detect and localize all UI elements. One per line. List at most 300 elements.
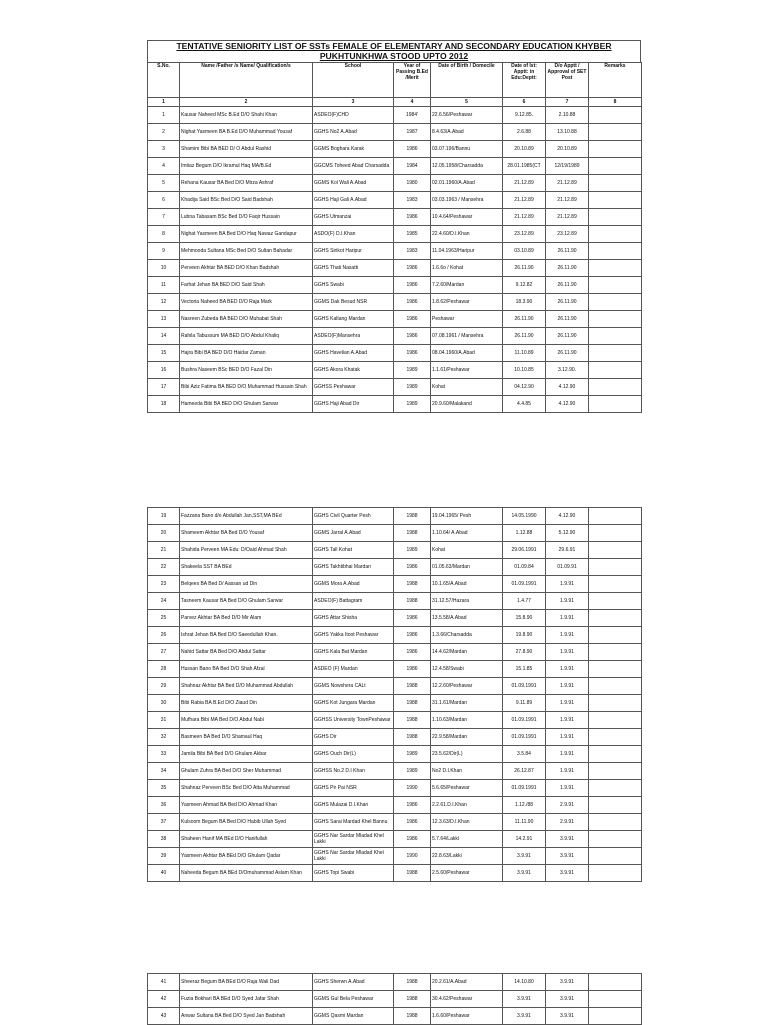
appointment-date-cell: 3.9.91 xyxy=(503,865,546,882)
appointment-date-cell: 15.8.90 xyxy=(503,610,546,627)
dob-cell: 1.6.60/Peshawar xyxy=(431,1008,503,1025)
serial-no-cell: 30 xyxy=(148,695,180,712)
approval-date-cell: 1.9.91 xyxy=(546,695,589,712)
appointment-date-cell: 26.11.90 xyxy=(503,311,546,328)
year-cell: 1988 xyxy=(394,974,431,991)
serial-no-cell: 13 xyxy=(148,311,180,328)
year-cell: 1987 xyxy=(394,124,431,141)
year-cell: 1986 xyxy=(394,328,431,345)
remarks-cell xyxy=(589,644,642,661)
school-cell: GGMS Dak Besud NSR xyxy=(313,294,394,311)
approval-date-cell: 1.9.91 xyxy=(546,780,589,797)
seniority-list-page-3 xyxy=(147,973,641,1025)
table-row xyxy=(148,644,642,661)
approval-date-cell: 26.11.90 xyxy=(546,243,589,260)
remarks-cell xyxy=(589,729,642,746)
year-cell: 1986 xyxy=(394,627,431,644)
serial-no-cell: 26 xyxy=(148,627,180,644)
dob-cell: 2.5.60/Peshawar xyxy=(431,865,503,882)
remarks-cell xyxy=(589,848,642,865)
serial-no-cell: 27 xyxy=(148,644,180,661)
year-cell: 1986 xyxy=(394,644,431,661)
appointment-date-cell: 4.4.85 xyxy=(503,396,546,413)
appointment-date-cell: 03.10.89 xyxy=(503,243,546,260)
approval-date-cell: 29.6.91 xyxy=(546,542,589,559)
year-cell: 1986 xyxy=(394,311,431,328)
remarks-cell xyxy=(589,610,642,627)
name-cell: Basmeen BA Bed D/O Shamaul Haq xyxy=(180,729,313,746)
approval-date-cell: 1.9.91 xyxy=(546,644,589,661)
serial-no-cell: 12 xyxy=(148,294,180,311)
appointment-date-cell: 3.9.91 xyxy=(503,1008,546,1025)
dob-cell: Kohat xyxy=(431,542,503,559)
table-row xyxy=(148,542,642,559)
seniority-table-3 xyxy=(147,973,642,1025)
col-number: 8 xyxy=(589,98,642,107)
approval-date-cell: 1.9.91 xyxy=(546,576,589,593)
serial-no-cell: 16 xyxy=(148,362,180,379)
approval-date-cell: 21.12.89 xyxy=(546,209,589,226)
dob-cell: 01.05.63/Mardan xyxy=(431,559,503,576)
school-cell: GGHS Nar Sardar Mladad Khel Lakki xyxy=(313,831,394,848)
table-row xyxy=(148,226,642,243)
approval-date-cell: 2.9.91 xyxy=(546,814,589,831)
serial-no-cell: 24 xyxy=(148,593,180,610)
serial-no-cell: 14 xyxy=(148,328,180,345)
year-cell: 1986 xyxy=(394,661,431,678)
remarks-cell xyxy=(589,209,642,226)
remarks-cell xyxy=(589,362,642,379)
approval-date-cell: 1.9.91 xyxy=(546,661,589,678)
table-row xyxy=(148,695,642,712)
appointment-date-cell: 1.12./88 xyxy=(503,797,546,814)
year-cell: 1986 xyxy=(394,831,431,848)
approval-date-cell: 12/19/1989 xyxy=(546,158,589,175)
table-row xyxy=(148,814,642,831)
remarks-cell xyxy=(589,746,642,763)
table-row xyxy=(148,260,642,277)
remarks-cell xyxy=(589,525,642,542)
year-cell: 1986 xyxy=(394,559,431,576)
name-cell: Perveen Akhtar BA BED D/O Khan Badshah xyxy=(180,260,313,277)
dob-cell: 1.10.63/Mardan xyxy=(431,712,503,729)
appointment-date-cell: 14.2.91 xyxy=(503,831,546,848)
school-cell: GGHS Sherwn A.Abad xyxy=(313,974,394,991)
remarks-cell xyxy=(589,379,642,396)
approval-date-cell: 21.12.89 xyxy=(546,175,589,192)
remarks-cell xyxy=(589,124,642,141)
table-row xyxy=(148,712,642,729)
name-cell: Shakeela SST BA BEd xyxy=(180,559,313,576)
serial-no-cell: 5 xyxy=(148,175,180,192)
school-cell: GGHS Sirikot Haripur xyxy=(313,243,394,260)
column-number-row xyxy=(148,98,642,107)
name-cell: Nighat Yasmeen BA Bed D/O Haq Nawaz Gandapur xyxy=(180,226,313,243)
approval-date-cell: 26.11.90 xyxy=(546,260,589,277)
serial-no-cell: 32 xyxy=(148,729,180,746)
name-cell: Nasreen Zubeda BA BED D/O Muhabat Shah xyxy=(180,311,313,328)
remarks-cell xyxy=(589,695,642,712)
table-row xyxy=(148,362,642,379)
appointment-date-cell: 21.12.89 xyxy=(503,175,546,192)
year-cell: 1984 xyxy=(394,158,431,175)
serial-no-cell: 3 xyxy=(148,141,180,158)
year-cell: 1988 xyxy=(394,525,431,542)
approval-date-cell: 3.9.91 xyxy=(546,831,589,848)
approval-date-cell: 26.11.90 xyxy=(546,311,589,328)
col-number: 3 xyxy=(313,98,394,107)
approval-date-cell: 2.9.91 xyxy=(546,797,589,814)
year-cell: 1986 xyxy=(394,797,431,814)
table-row xyxy=(148,243,642,260)
col-header: Date of Ist: Apptt: in Edu:Deptt: xyxy=(503,63,546,98)
appointment-date-cell: 01.09.1991 xyxy=(503,678,546,695)
table-row xyxy=(148,1008,642,1025)
school-cell: ASDEO (F) Mardan xyxy=(313,661,394,678)
appointment-date-cell: 28.01.1985(CT xyxy=(503,158,546,175)
school-cell: ASDEO(F)Mansehra xyxy=(313,328,394,345)
remarks-cell xyxy=(589,243,642,260)
serial-no-cell: 9 xyxy=(148,243,180,260)
remarks-cell xyxy=(589,260,642,277)
remarks-cell xyxy=(589,576,642,593)
name-cell: Ishrat Jehan BA Bed D/O Saeedullah Khan. xyxy=(180,627,313,644)
remarks-cell xyxy=(589,328,642,345)
approval-date-cell: 3.9.91 xyxy=(546,974,589,991)
school-cell: ASDO(F) D.I.Khan xyxy=(313,226,394,243)
school-cell: GGHS Mulazai D.I.Khan xyxy=(313,797,394,814)
serial-no-cell: 37 xyxy=(148,814,180,831)
table-row xyxy=(148,311,642,328)
year-cell: 1989 xyxy=(394,396,431,413)
name-cell: Sheeraz Begum BA BEd D/O Raja Wali Dad xyxy=(180,974,313,991)
year-cell: 1988 xyxy=(394,576,431,593)
dob-cell: 1.1.61/Peshawar xyxy=(431,362,503,379)
serial-no-cell: 43 xyxy=(148,1008,180,1025)
name-cell: Shahida Perveen MA Edu: D/Oaid Ahmad Shah xyxy=(180,542,313,559)
table-row xyxy=(148,379,642,396)
year-cell: 1989 xyxy=(394,542,431,559)
year-cell: 1986 xyxy=(394,294,431,311)
dob-cell: 10.1.65/A.Abad xyxy=(431,576,503,593)
name-cell: Khadija Said BSc Bed D/O Said Badshah xyxy=(180,192,313,209)
year-cell: 1988 xyxy=(394,991,431,1008)
approval-date-cell: 13.10.88 xyxy=(546,124,589,141)
approval-date-cell: 3.12.90. xyxy=(546,362,589,379)
school-cell: GGHS Ouch Dir(L) xyxy=(313,746,394,763)
serial-no-cell: 2 xyxy=(148,124,180,141)
appointment-date-cell: 20.10.89 xyxy=(503,141,546,158)
appointment-date-cell: 26.11.90 xyxy=(503,260,546,277)
table-row xyxy=(148,831,642,848)
name-cell: Naheeda Begum BA BEd D/Omuhammad Aslam Khan xyxy=(180,865,313,882)
table-row xyxy=(148,277,642,294)
table-row xyxy=(148,107,642,124)
approval-date-cell: 26.11.90 xyxy=(546,277,589,294)
dob-cell: 12.3.63/D.I.Khan xyxy=(431,814,503,831)
dob-cell: 03.03.1963 / Mansehra xyxy=(431,192,503,209)
table-row xyxy=(148,345,642,362)
name-cell: Yasmeen Akhtar BA BEd D/O Ghulam Qadar xyxy=(180,848,313,865)
table-row xyxy=(148,124,642,141)
school-cell: GGHS Kala Bat Mardan xyxy=(313,644,394,661)
serial-no-cell: 18 xyxy=(148,396,180,413)
serial-no-cell: 10 xyxy=(148,260,180,277)
remarks-cell xyxy=(589,107,642,124)
dob-cell: 20.2.61/A.Abad xyxy=(431,974,503,991)
remarks-cell xyxy=(589,1008,642,1025)
school-cell: GGHS Topi Swabi xyxy=(313,865,394,882)
table-body-2 xyxy=(148,508,642,882)
name-cell: Kulsoom Begum BA Bed D/O Habib Ullah Syed xyxy=(180,814,313,831)
school-cell: GGHS Nar Sardar Mladad Khel Lakki xyxy=(313,848,394,865)
appointment-date-cell: 23.12.89 xyxy=(503,226,546,243)
appointment-date-cell: 1.4.77 xyxy=(503,593,546,610)
approval-date-cell: 20.10.89 xyxy=(546,141,589,158)
remarks-cell xyxy=(589,192,642,209)
year-cell: 1983 xyxy=(394,192,431,209)
dob-cell: 12.2.60/Peshawar xyxy=(431,678,503,695)
dob-cell: 1.8.62/Peshawar xyxy=(431,294,503,311)
name-cell: Belqees BA Bed D/ Aassan ud Din xyxy=(180,576,313,593)
table-row xyxy=(148,746,642,763)
approval-date-cell: 1.9.91 xyxy=(546,763,589,780)
dob-cell: 31.1.61/Mardan xyxy=(431,695,503,712)
name-cell: Yasmeen Ahmad BA Bed D/O Ahmad Khan xyxy=(180,797,313,814)
serial-no-cell: 4 xyxy=(148,158,180,175)
name-cell: Mehmooda Sultana MSc Bed D/O Sultan Bahadar xyxy=(180,243,313,260)
name-cell: Shahnaz Perveen BSc Bed D/O Atta Muhammad xyxy=(180,780,313,797)
table-row xyxy=(148,559,642,576)
approval-date-cell: 3.9.91 xyxy=(546,1008,589,1025)
appointment-date-cell: 9.12.85. xyxy=(503,107,546,124)
serial-no-cell: 41 xyxy=(148,974,180,991)
table-row xyxy=(148,158,642,175)
appointment-date-cell: 29.06.1991 xyxy=(503,542,546,559)
table-row xyxy=(148,763,642,780)
document-title-text: TENTATIVE SENIORITY LIST OF SSTs FEMALE OF ELEMENTARY AND SECONDARY EDUCATION KHYBER PUKHTUNKHWA STOOD UPTO 2012 xyxy=(176,41,612,61)
appointment-date-cell: 04.12.90 xyxy=(503,379,546,396)
appointment-date-cell: 3.9.91 xyxy=(503,991,546,1008)
dob-cell: 19.04.1965/ Pesh xyxy=(431,508,503,525)
dob-cell: 03.07.196/Bannu xyxy=(431,141,503,158)
name-cell: Bibi Rabia BA B.Ed D/O Ziaud Din xyxy=(180,695,313,712)
col-number: 6 xyxy=(503,98,546,107)
col-number: 1 xyxy=(148,98,180,107)
serial-no-cell: 25 xyxy=(148,610,180,627)
school-cell: GGHS Haji Gali A.Abad xyxy=(313,192,394,209)
approval-date-cell: 1.9.91 xyxy=(546,712,589,729)
dob-cell: Kohat xyxy=(431,379,503,396)
dob-cell: 10.4.64/Peshawar xyxy=(431,209,503,226)
col-header: Year of Passing B.Ed /Merit xyxy=(394,63,431,98)
year-cell: 1984' xyxy=(394,107,431,124)
approval-date-cell: 1.9.91 xyxy=(546,627,589,644)
approval-date-cell: 01.09.91 xyxy=(546,559,589,576)
name-cell: Vectoria Naheed BA BED D/O Raja Mark xyxy=(180,294,313,311)
year-cell: 1986 xyxy=(394,141,431,158)
dob-cell: No2 D.I.Khan xyxy=(431,763,503,780)
remarks-cell xyxy=(589,508,642,525)
remarks-cell xyxy=(589,226,642,243)
appointment-date-cell: 01.09.1991 xyxy=(503,712,546,729)
year-cell: 1988 xyxy=(394,593,431,610)
seniority-list-page-1 xyxy=(147,40,641,413)
dob-cell: Peshawar xyxy=(431,311,503,328)
appointment-date-cell: 01.09.1991 xyxy=(503,729,546,746)
school-cell: GGHS Akora Khatak xyxy=(313,362,394,379)
name-cell: Parvez Akhtar BA Bed D/O Mir Alam xyxy=(180,610,313,627)
approval-date-cell: 1.9.91 xyxy=(546,729,589,746)
appointment-date-cell: 14.10.80 xyxy=(503,974,546,991)
school-cell: GGHS Attar Shisha xyxy=(313,610,394,627)
serial-no-cell: 17 xyxy=(148,379,180,396)
name-cell: Rahila Tabussum MA BED D/O Abdul Khaliq xyxy=(180,328,313,345)
year-cell: 1988 xyxy=(394,712,431,729)
serial-no-cell: 34 xyxy=(148,763,180,780)
serial-no-cell: 23 xyxy=(148,576,180,593)
table-row xyxy=(148,780,642,797)
appointment-date-cell: 19.8.90 xyxy=(503,627,546,644)
school-cell: GGHS Kaltang Mardan xyxy=(313,311,394,328)
table-row xyxy=(148,525,642,542)
year-cell: 1983 xyxy=(394,243,431,260)
dob-cell: 1.6.6o / Kohat xyxy=(431,260,503,277)
serial-no-cell: 1 xyxy=(148,107,180,124)
remarks-cell xyxy=(589,559,642,576)
approval-date-cell: 3.9.91 xyxy=(546,865,589,882)
dob-cell: 22.9.58/Mardan xyxy=(431,729,503,746)
school-cell: GGHS Takhtibhai Mardan xyxy=(313,559,394,576)
year-cell: 1988 xyxy=(394,729,431,746)
year-cell: 1989 xyxy=(394,362,431,379)
table-row xyxy=(148,192,642,209)
remarks-cell xyxy=(589,141,642,158)
approval-date-cell: 1.9.91 xyxy=(546,610,589,627)
table-row xyxy=(148,991,642,1008)
school-cell: GGHS No2 A.Abad xyxy=(313,124,394,141)
school-cell: GGHS Swabi xyxy=(313,277,394,294)
school-cell: GGMS Boghara Karak xyxy=(313,141,394,158)
name-cell: Shaheen Hanif MA BEd D/O Hanifullah xyxy=(180,831,313,848)
table-row xyxy=(148,508,642,525)
serial-no-cell: 6 xyxy=(148,192,180,209)
table-row xyxy=(148,294,642,311)
dob-cell: 13.5.58/A.Abad xyxy=(431,610,503,627)
school-cell: ASDEO(F) Battagram xyxy=(313,593,394,610)
appointment-date-cell: 21.12.89 xyxy=(503,209,546,226)
dob-cell: 20.9.60/Malakand xyxy=(431,396,503,413)
remarks-cell xyxy=(589,277,642,294)
school-cell: GGHSS No.2 D.I Khan xyxy=(313,763,394,780)
name-cell: Shameem Akhtar BA Bed D/O Yousaf xyxy=(180,525,313,542)
dob-cell: 12.4.58/Swabi xyxy=(431,661,503,678)
year-cell: 1986 xyxy=(394,814,431,831)
appointment-date-cell: 18.3.90 xyxy=(503,294,546,311)
serial-no-cell: 22 xyxy=(148,559,180,576)
school-cell: GGMS Kol Wali A.Abad xyxy=(313,175,394,192)
name-cell: Hussan Bano BA Bed D/O Shah Afzal xyxy=(180,661,313,678)
remarks-cell xyxy=(589,865,642,882)
name-cell: Anwar Sultana BA Bed D/O Syed Jan Badshah xyxy=(180,1008,313,1025)
serial-no-cell: 36 xyxy=(148,797,180,814)
dob-cell: 1.3.66/Charsadda xyxy=(431,627,503,644)
school-cell: GGMS Gul Bela Peshawar xyxy=(313,991,394,1008)
col-header: D/o Apptt / Approval of SET Post xyxy=(546,63,589,98)
year-cell: 1989 xyxy=(394,379,431,396)
name-cell: Shahnaz Akhtar BA Bed D/O Muhammad Abdullah xyxy=(180,678,313,695)
name-cell: Mufhara Bibi MA Bed D/O Abdul Nabi xyxy=(180,712,313,729)
dob-cell: 7.2.60/Mardan xyxy=(431,277,503,294)
name-cell: Ghulam Zuhra BA Bed D/O Sher Muhammad xyxy=(180,763,313,780)
serial-no-cell: 31 xyxy=(148,712,180,729)
remarks-cell xyxy=(589,814,642,831)
remarks-cell xyxy=(589,991,642,1008)
school-cell: GGHS Haji Abad Dir xyxy=(313,396,394,413)
name-cell: Nighat Yasmeen BA B.Ed D/O Muhammad Yousaf xyxy=(180,124,313,141)
name-cell: Hameeda Bibi BA BED D/O Ghulam Sarwar xyxy=(180,396,313,413)
year-cell: 1989 xyxy=(394,746,431,763)
dob-cell: 02.01.1960/A.Abad xyxy=(431,175,503,192)
serial-no-cell: 35 xyxy=(148,780,180,797)
remarks-cell xyxy=(589,678,642,695)
name-cell: Farhat Jehan BA BED D/O Said Shah xyxy=(180,277,313,294)
approval-date-cell: 1.9.91 xyxy=(546,746,589,763)
table-row xyxy=(148,661,642,678)
table-row xyxy=(148,328,642,345)
approval-date-cell: 3.9.91 xyxy=(546,848,589,865)
approval-date-cell: 1.9.91 xyxy=(546,678,589,695)
year-cell: 1988 xyxy=(394,1008,431,1025)
serial-no-cell: 29 xyxy=(148,678,180,695)
dob-cell: 5.6.65/Peshawar xyxy=(431,780,503,797)
year-cell: 1989 xyxy=(394,763,431,780)
table-row xyxy=(148,576,642,593)
dob-cell: 08.04.1960/A.Abad xyxy=(431,345,503,362)
school-cell: GGMS Nowshera CALt xyxy=(313,678,394,695)
dob-cell: 23.5.62/Dir(L) xyxy=(431,746,503,763)
school-cell: GGHS Pir Pai NSR xyxy=(313,780,394,797)
approval-date-cell: 4.12.90 xyxy=(546,508,589,525)
approval-date-cell: 4.12.90 xyxy=(546,396,589,413)
col-header: S.No. xyxy=(148,63,180,98)
dob-cell: 1.10.64/ A.Abad xyxy=(431,525,503,542)
table-row xyxy=(148,610,642,627)
table-row xyxy=(148,848,642,865)
table-row xyxy=(148,729,642,746)
appointment-date-cell: 1.12.88 xyxy=(503,525,546,542)
remarks-cell xyxy=(589,175,642,192)
serial-no-cell: 40 xyxy=(148,865,180,882)
school-cell: GGCMS Toheed Abad Charsadda xyxy=(313,158,394,175)
dob-cell: 22.8.63/Lakki xyxy=(431,848,503,865)
table-row xyxy=(148,865,642,882)
dob-cell: 07.08.1961 / Mansehra xyxy=(431,328,503,345)
col-number: 5 xyxy=(431,98,503,107)
table-body-1 xyxy=(148,107,642,413)
school-cell: GGMS Mora A.Abad xyxy=(313,576,394,593)
dob-cell: 22.6.56/Peshawar xyxy=(431,107,503,124)
remarks-cell xyxy=(589,974,642,991)
name-cell: Bushra Naseem BSc BED D/O Fazal Din xyxy=(180,362,313,379)
year-cell: 1986 xyxy=(394,610,431,627)
appointment-date-cell: 11.10.89 xyxy=(503,345,546,362)
header-row xyxy=(148,63,642,98)
approval-date-cell: 1.9.91 xyxy=(546,593,589,610)
table-row xyxy=(148,593,642,610)
year-cell: 1988 xyxy=(394,865,431,882)
school-cell: GGHS Sarai Mardad Khel Bannu xyxy=(313,814,394,831)
